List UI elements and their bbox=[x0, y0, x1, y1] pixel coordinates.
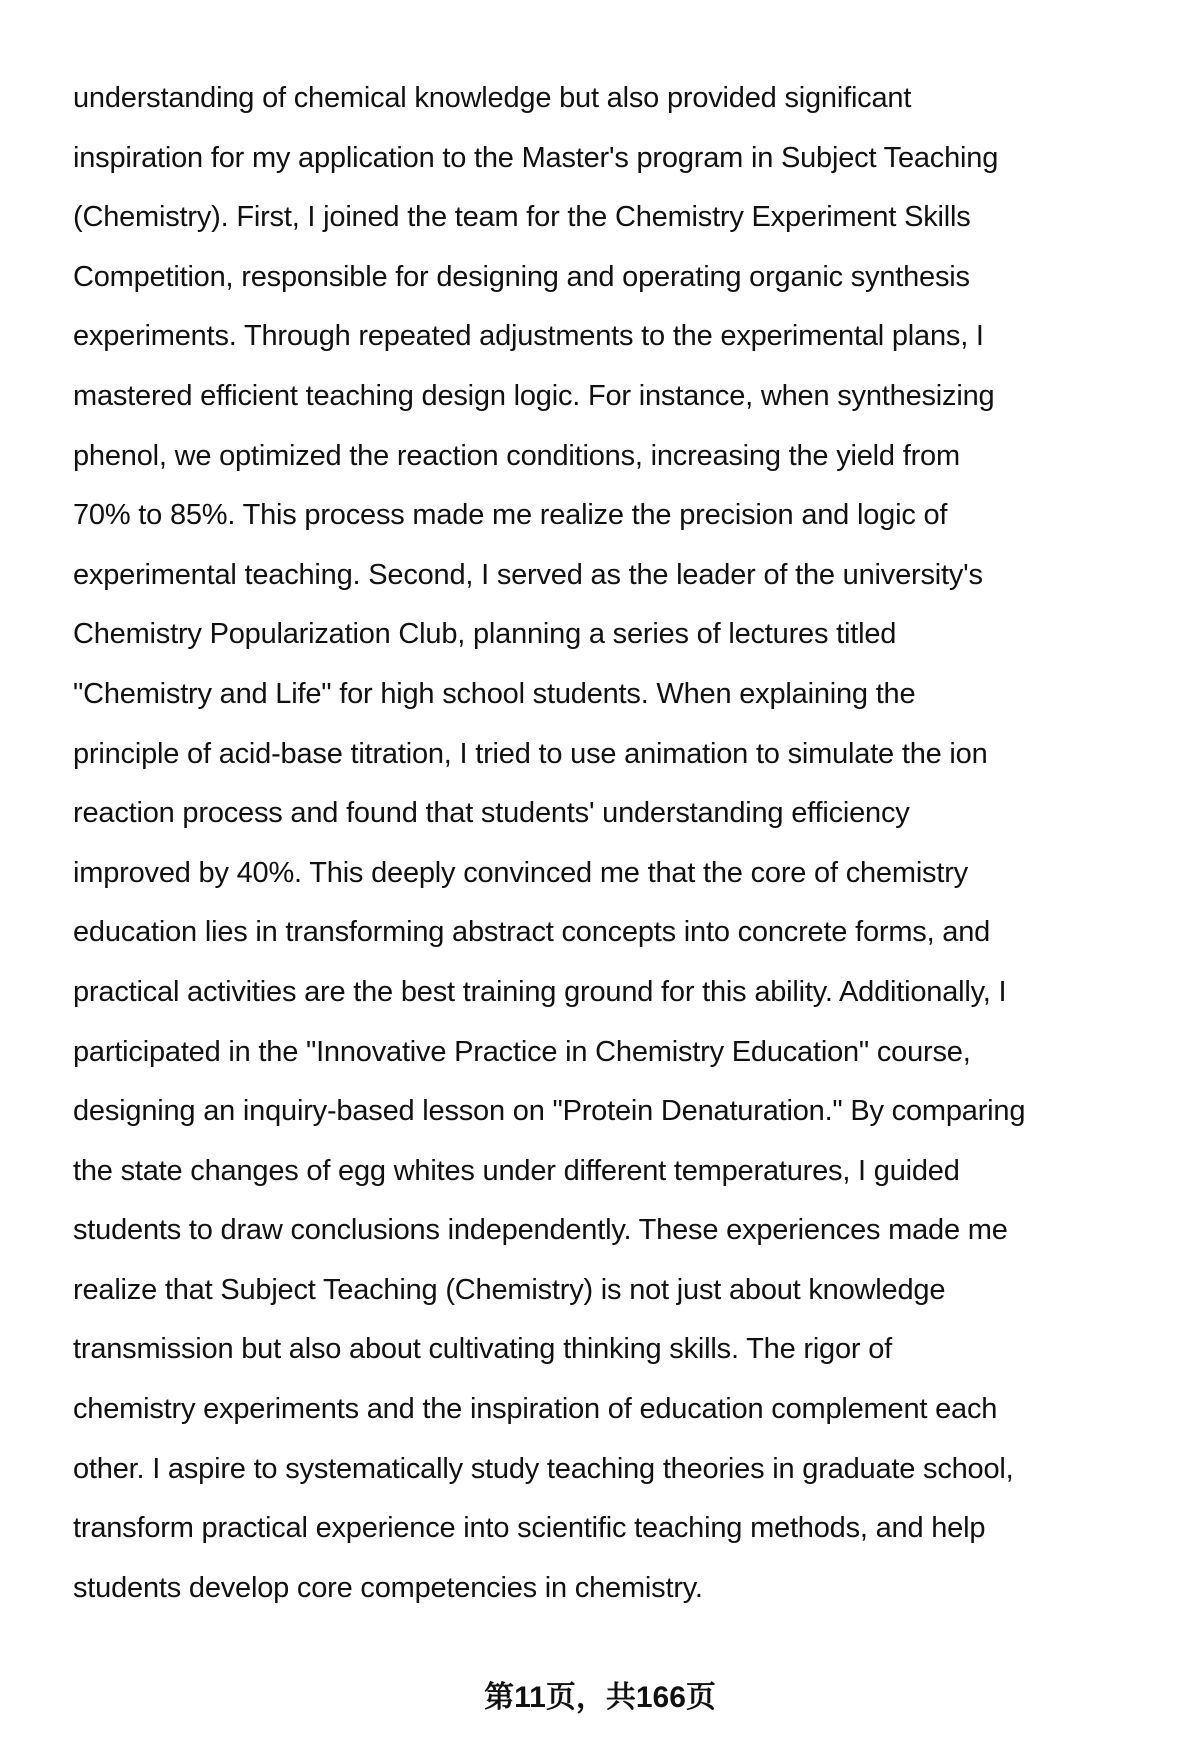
text-line: realize that Subject Teaching (Chemistry) is not just about knowledge bbox=[73, 1273, 946, 1306]
text-line: Chemistry Popularization Club, planning a series of lectures titled bbox=[73, 618, 897, 651]
text-line: "Chemistry and Life" for high school students. When explaining the bbox=[73, 677, 916, 710]
text-line: 70% to 85%. This process made me realize the precision and logic of bbox=[73, 499, 948, 532]
text-line: participated in the "Innovative Practice in Chemistry Education" course, bbox=[73, 1035, 971, 1068]
text-line: experimental teaching. Second, I served as the leader of the university's bbox=[73, 558, 983, 591]
text-line: improved by 40%. This deeply convinced me that the core of chemistry bbox=[73, 856, 968, 889]
text-line: reaction process and found that students' understanding efficiency bbox=[73, 797, 910, 830]
text-line: Competition, responsible for designing and operating organic synthesis bbox=[73, 260, 970, 293]
text-line: transmission but also about cultivating thinking skills. The rigor of bbox=[73, 1333, 893, 1366]
text-line: students develop core competencies in chemistry. bbox=[73, 1571, 703, 1604]
text-line: phenol, we optimized the reaction conditions, increasing the yield from bbox=[73, 439, 960, 472]
text-line: transform practical experience into scientific teaching methods, and help bbox=[73, 1512, 986, 1545]
text-line: students to draw conclusions independently. These experiences made me bbox=[73, 1214, 1008, 1247]
text-line: practical activities are the best training ground for this ability. Additionally, I bbox=[73, 975, 1007, 1008]
document-body bbox=[73, 76, 1163, 1625]
text-line: other. I aspire to systematically study teaching theories in graduate school, bbox=[73, 1452, 1014, 1485]
text-line: (Chemistry). First, I joined the team for the Chemistry Experiment Skills bbox=[73, 201, 971, 234]
page-number-footer: 第11页，共166页 bbox=[484, 1681, 716, 1714]
text-line: experiments. Through repeated adjustments to the experimental plans, I bbox=[73, 320, 984, 353]
text-line: inspiration for my application to the Master's program in Subject Teaching bbox=[73, 141, 999, 174]
text-line: mastered efficient teaching design logic. For instance, when synthesizing bbox=[73, 379, 995, 412]
text-line: designing an inquiry-based lesson on "Protein Denaturation." By comparing bbox=[73, 1095, 1026, 1128]
text-line: education lies in transforming abstract concepts into concrete forms, and bbox=[73, 916, 991, 949]
text-line: understanding of chemical knowledge but also provided significant bbox=[73, 82, 912, 114]
text-line: the state changes of egg whites under different temperatures, I guided bbox=[73, 1154, 960, 1187]
text-line: chemistry experiments and the inspiration of education complement each bbox=[73, 1393, 998, 1426]
text-line: principle of acid-base titration, I tried to use animation to simulate the ion bbox=[73, 737, 988, 770]
